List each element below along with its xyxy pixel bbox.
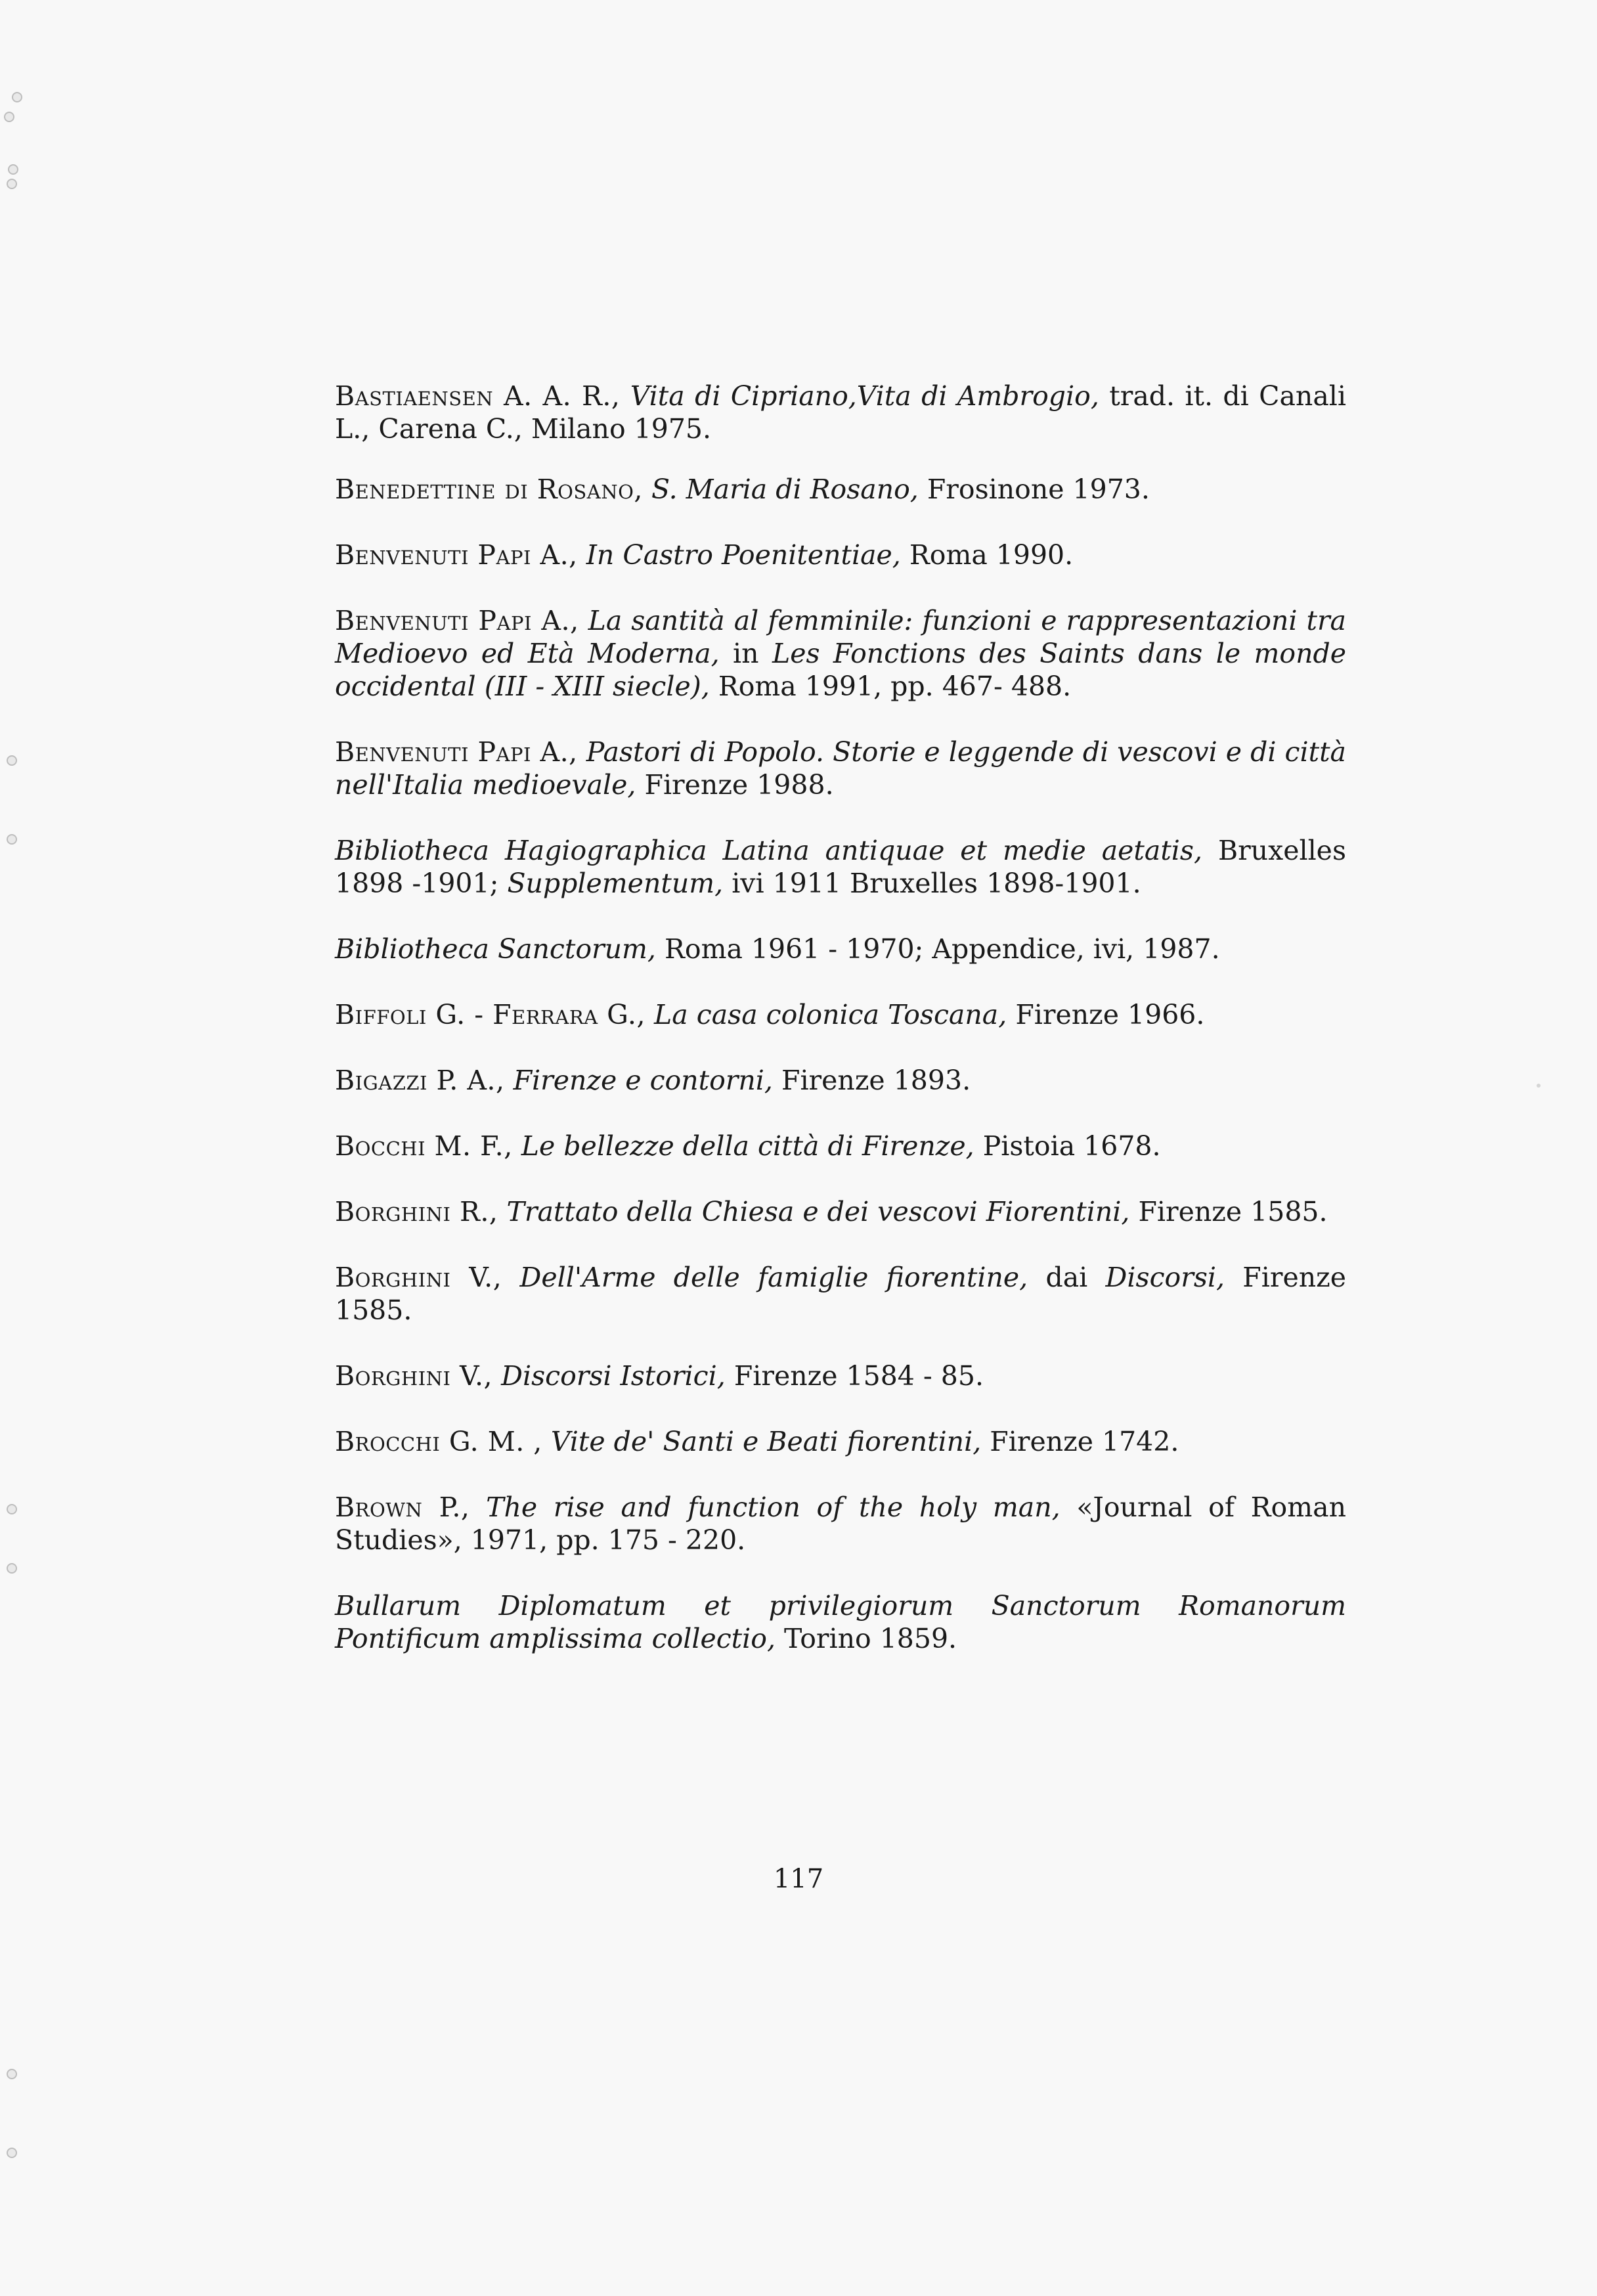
entry-author: Benvenuti Papi A.,	[335, 605, 579, 636]
entry-title: Bibliotheca Sanctorum,	[335, 933, 656, 965]
entry-details-prefix: Bruxelles 1898 -1901;	[335, 835, 1346, 899]
entry-details: Torino 1859.	[784, 1623, 957, 1654]
binding-hole	[7, 1563, 17, 1574]
binding-hole	[7, 834, 17, 845]
entry-title: Le bellezze della città di Firenze,	[521, 1130, 974, 1162]
entry-title: La santità al femminile: funzioni e rappresentazioni tra Medioevo ed Età Moderna,	[335, 605, 1346, 669]
binding-hole	[4, 112, 14, 122]
entry-title: Pastori di Popolo. Storie e leggende di vescovi e di città nell'Italia medioevale,	[335, 736, 1346, 801]
binding-hole	[8, 164, 18, 175]
bibliography-entry	[335, 473, 1346, 506]
entry-author: Brocchi G. M. ,	[335, 1426, 542, 1457]
bibliography-entry	[335, 1195, 1346, 1228]
bibliography-entry	[335, 1261, 1346, 1327]
binding-hole	[12, 92, 22, 102]
bibliography-entry	[335, 736, 1346, 801]
entry-details: Firenze 1585.	[335, 1262, 1346, 1326]
entry-details: ivi 1911 Bruxelles 1898-1901.	[732, 868, 1141, 899]
entry-author: Bocchi M. F.,	[335, 1130, 513, 1162]
entry-container-title: Les Fonctions des Saints dans le monde occidental (III - XIII siecle),	[335, 638, 1346, 702]
entry-details: Firenze 1585.	[1138, 1196, 1328, 1227]
entry-details: Firenze 1893.	[781, 1065, 971, 1096]
entry-title: Firenze e contorni,	[513, 1065, 773, 1096]
entry-details: Firenze 1966.	[1015, 999, 1205, 1030]
entry-title: Discorsi Istorici,	[501, 1360, 726, 1392]
entry-title: In Castro Poenitentiae,	[586, 539, 901, 571]
binding-hole	[7, 755, 17, 766]
entry-author: Bigazzi P. A.,	[335, 1065, 505, 1096]
bibliography-entry	[335, 1491, 1346, 1556]
bibliography-entry	[335, 933, 1346, 965]
entry-author: Borghini V.,	[335, 1360, 493, 1392]
entry-title: La casa colonica Toscana,	[654, 999, 1007, 1030]
binding-hole	[7, 2148, 17, 2158]
bibliography-entry	[335, 1589, 1346, 1655]
entry-details: Roma 1991, pp. 467- 488.	[718, 671, 1072, 702]
entry-title: S. Maria di Rosano,	[651, 474, 919, 505]
bibliography-entry	[335, 1425, 1346, 1458]
paper-speck	[1537, 1084, 1541, 1088]
entry-details-prefix: dai	[1045, 1262, 1088, 1293]
entry-details: Frosinone 1973.	[927, 474, 1150, 505]
entry-details: Pistoia 1678.	[982, 1130, 1161, 1162]
bibliography-entry	[335, 380, 1346, 445]
entry-title: Bullarum Diplomatum et privilegiorum Sanctorum Romanorum Pontificum amplissima collectio,	[335, 1590, 1346, 1654]
entry-title: Trattato della Chiesa e dei vescovi Fiorentini,	[506, 1196, 1130, 1227]
entry-details: «Journal of Roman Studies», 1971, pp. 175 - 220.	[335, 1491, 1346, 1556]
bibliography-entry	[335, 998, 1346, 1031]
entry-title: Vite de' Santi e Beati fiorentini,	[550, 1426, 982, 1457]
entry-title: Vita di Cipriano,Vita di Ambrogio,	[630, 380, 1099, 412]
entry-author: Biffoli G. - Ferrara G.,	[335, 999, 645, 1030]
entry-container-title: Supplementum,	[507, 868, 724, 899]
bibliography-entry	[335, 1359, 1346, 1392]
entry-author: Benedettine di Rosano,	[335, 474, 643, 505]
binding-hole	[7, 179, 17, 189]
entry-author: Brown P.,	[335, 1491, 470, 1523]
bibliography-entry	[335, 604, 1346, 703]
page-number: 117	[773, 1864, 824, 1894]
binding-hole	[7, 1504, 17, 1514]
entry-author: Borghini V.,	[335, 1262, 502, 1293]
entry-details: Firenze 1742.	[990, 1426, 1179, 1457]
entry-details: Firenze 1584 - 85.	[733, 1360, 984, 1392]
bibliography-entry	[335, 1064, 1346, 1097]
entry-details: Firenze 1988.	[644, 769, 834, 801]
bibliography-entry	[335, 539, 1346, 571]
bibliography-entry	[335, 834, 1346, 900]
binding-hole-marks	[0, 0, 39, 2296]
bibliography-list	[335, 380, 1346, 1688]
entry-details: Roma 1990.	[909, 539, 1074, 571]
entry-title: Bibliotheca Hagiographica Latina antiquae et medie aetatis,	[335, 835, 1202, 866]
entry-title: Dell'Arme delle famiglie fiorentine,	[519, 1262, 1028, 1293]
entry-author: Benvenuti Papi A.,	[335, 736, 578, 768]
entry-details-prefix: in	[733, 638, 759, 669]
entry-author: Borghini R.,	[335, 1196, 498, 1227]
entry-details: Roma 1961 - 1970; Appendice, ivi, 1987.	[665, 933, 1220, 965]
entry-author: Bastiaensen A. A. R.,	[335, 380, 621, 412]
entry-author: Benvenuti Papi A.,	[335, 539, 578, 571]
entry-details: trad. it. di Canali L., Carena C., Milano 1975.	[335, 380, 1346, 445]
entry-container-title: Discorsi,	[1105, 1262, 1225, 1293]
bibliography-entry	[335, 1130, 1346, 1162]
entry-title: The rise and function of the holy man,	[486, 1491, 1061, 1523]
binding-hole	[7, 2069, 17, 2079]
